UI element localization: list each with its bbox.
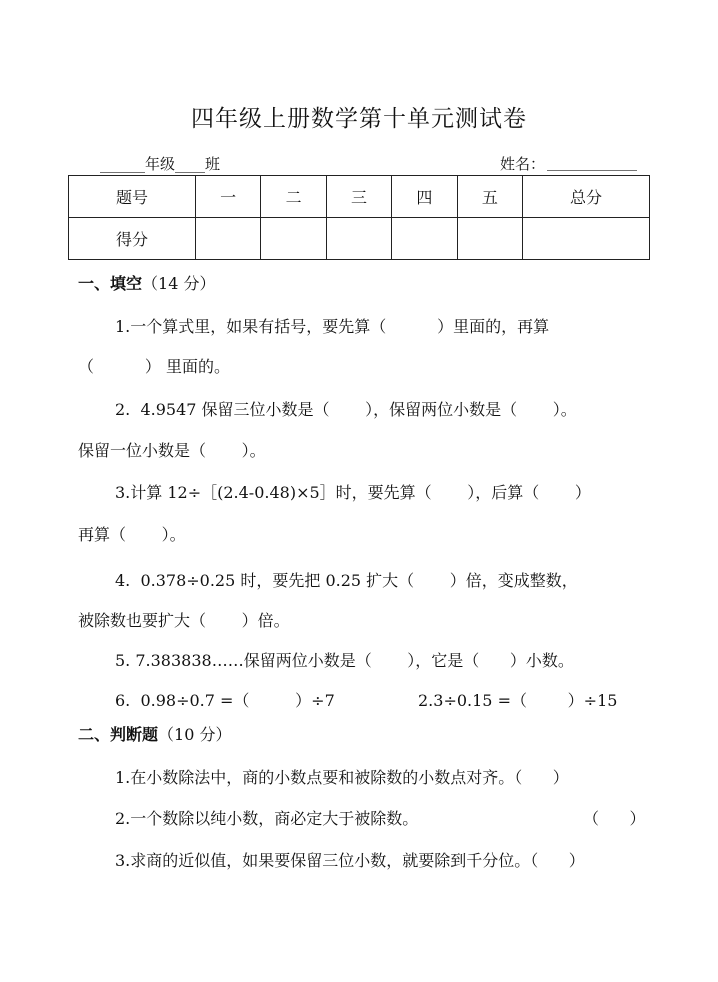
section-points: （10 分）	[158, 725, 232, 744]
score-input-cell[interactable]	[195, 218, 260, 260]
score-input-cell[interactable]	[392, 218, 457, 260]
question-line: 3.求商的近似值，如果要保留三位小数，就要除到千分位。（ ）	[115, 851, 585, 870]
section-title: 二、判断题	[78, 725, 159, 744]
question-line: 被除数也要扩大（ ）倍。	[78, 611, 290, 630]
score-input-cell[interactable]	[523, 218, 650, 260]
name-label: 姓名：	[500, 155, 546, 173]
section-heading	[78, 722, 231, 745]
table-row	[69, 218, 650, 260]
answer-bracket: （ ）	[583, 809, 646, 828]
question-line: 6. 0.98÷0.7 =（ ）÷7	[115, 691, 335, 710]
question-line: 3.计算 12÷［(2.4-0.48)×5］时，要先算（ ），后算（ ）	[115, 483, 591, 502]
table-cell: 四	[392, 176, 457, 218]
question-line: 2.3÷0.15 =（ ）÷15	[418, 691, 618, 710]
score-input-cell[interactable]	[261, 218, 326, 260]
question-line: 5. 7.383838……保留两位小数是（ ），它是（ ）小数。	[115, 651, 574, 670]
page-title: 四年级上册数学第十单元测试卷	[191, 106, 527, 132]
section-points: （14 分）	[142, 274, 216, 293]
question-line: 1.一个算式里，如果有括号，要先算（ ）里面的，再算	[115, 317, 550, 336]
score-input-cell[interactable]	[457, 218, 522, 260]
question-line: 保留一位小数是（ ）。	[78, 441, 266, 460]
table-cell: 三	[326, 176, 391, 218]
question-line: （ ） 里面的。	[78, 357, 230, 376]
table-cell: 一	[195, 176, 260, 218]
score-input-cell[interactable]	[326, 218, 391, 260]
table-cell: 总分	[523, 176, 650, 218]
question-line: 2.一个数除以纯小数，商必定大于被除数。	[115, 809, 419, 828]
name-blank: ____________	[547, 153, 637, 171]
section-heading	[78, 271, 215, 294]
question-line: 再算（ ）。	[78, 525, 186, 544]
table-cell: 得分	[69, 218, 196, 260]
section-title: 一、填空	[78, 274, 143, 293]
table-cell: 二	[261, 176, 326, 218]
table-cell: 五	[457, 176, 522, 218]
score-table	[68, 175, 650, 260]
class-line: ______年级____班	[100, 155, 221, 173]
question-line: 1.在小数除法中，商的小数点要和被除数的小数点对齐。（ ）	[115, 768, 569, 787]
question-line: 2. 4.9547 保留三位小数是（ ），保留两位小数是（ ）。	[115, 400, 577, 419]
question-line: 4. 0.378÷0.25 时，要先把 0.25 扩大（ ）倍，变成整数，	[115, 571, 578, 590]
table-row	[69, 176, 650, 218]
table-cell: 题号	[69, 176, 196, 218]
